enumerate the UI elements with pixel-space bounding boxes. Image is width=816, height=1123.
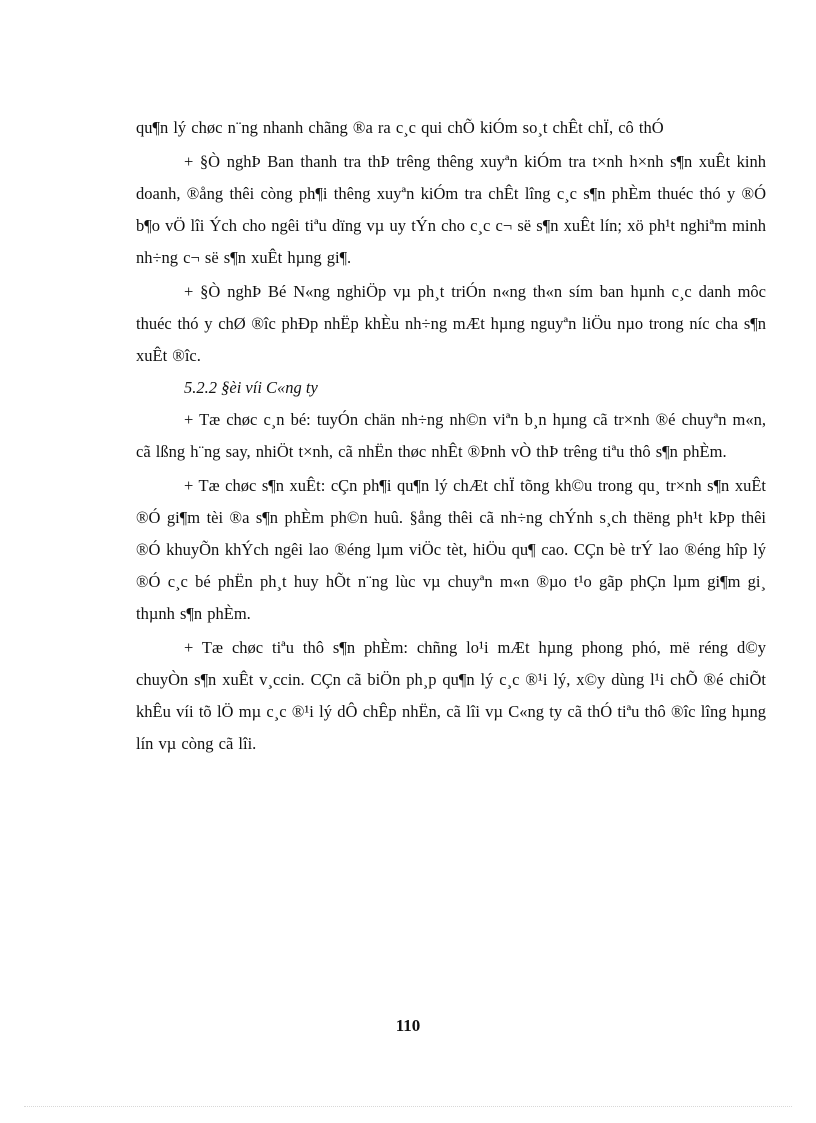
- section-heading: 5.2.2 §èi víi C«ng ty: [184, 378, 318, 397]
- paragraph-market-inspection: + §Ò nghÞ Ban thanh tra thÞ trêng thêng xuyªn kiÓm tra t×nh h×nh s¶n xuÊt kinh doanh, ®ång thêi còng ph¶i thêng xuyªn kiÓm tra chÊt lîng c¸c s¶n phÈm thuéc thó y ®Ó b¶o vÖ lîi Ých cho ngêi tiªu dïng vµ uy tÝn cho c¸c c¬ së s¶n xuÊt lín; xö ph¹t nghiªm minh nh÷ng c¬ së s¶n xuÊt hµng gi¶.: [136, 152, 766, 267]
- paragraph-continuation: qu¶n lý chøc n¨ng nhanh chãng ®a ra c¸c qui chÕ kiÓm so¸t chÊt chÏ, cô thÓ: [136, 118, 664, 137]
- paragraph-sales-organization: + Tæ chøc tiªu thô s¶n phÈm: chñng lo¹i mÆt hµng phong phó, më réng d©y chuyÒn s¶n xuÊt v¸ccin. CÇn cã biÖn ph¸p qu¶n lý c¸c ®¹i lý, x©y dùng l¹i chÕ ®é chiÕt khÊu víi tõ lÖ mµ c¸c ®¹i lý dÔ chÊp nhËn, cã lîi vµ C«ng ty cã thÓ tiªu thô ®îc lîng hµng lín vµ còng cã lîi.: [136, 638, 766, 753]
- page-number: 110: [395, 1016, 421, 1035]
- paragraph-ministry-proposal: + §Ò nghÞ Bé N«ng nghiÖp vµ ph¸t triÓn n«ng th«n sím ban hµnh c¸c danh môc thuéc thó y chØ ®îc phÐp nhËp khÈu nh÷ng mÆt hµng nguyªn liÖu nµo trong níc cha s¶n xuÊt ®îc.: [136, 282, 766, 365]
- paragraph-staff-organization: + Tæ chøc c¸n bé: tuyÓn chän nh÷ng nh©n viªn b¸n hµng cã tr×nh ®é chuyªn m«n, cã lßng h¨ng say, nhiÖt t×nh, cã nhËn thøc nhÊt ®Þnh vÒ thÞ trêng tiªu thô s¶n phÈm.: [136, 410, 766, 461]
- body-text: [136, 112, 766, 760]
- paragraph-production-organization: + Tæ chøc s¶n xuÊt: cÇn ph¶i qu¶n lý chÆt chÏ tõng kh©u trong qu¸ tr×nh s¶n xuÊt ®Ó gi¶m tèi ®a s¶n phÈm ph©n huû. §ång thêi cã nh÷ng chÝnh s¸ch thëng ph¹t kÞp thêi ®Ó khuyÕn khÝch ngêi lao ®éng lµm viÖc tèt, hiÖu qu¶ cao. CÇn bè trÝ lao ®éng hîp lý ®Ó c¸c bé phËn ph¸t huy hÕt n¨ng lùc vµ chuyªn m«n ®µo t¹o gãp phÇn lµm gi¶m gi¸ thµnh s¶n phÈm.: [136, 476, 766, 623]
- footer-divider: [24, 1106, 792, 1107]
